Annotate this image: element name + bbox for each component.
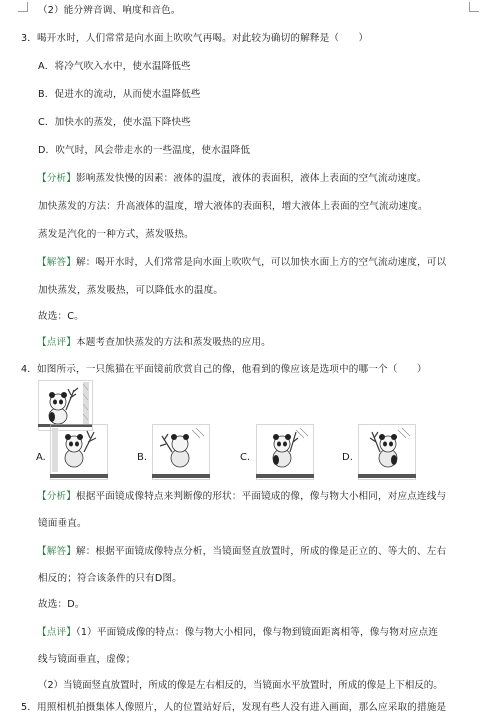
comment-line (37, 336, 271, 349)
choice-a-image (50, 424, 108, 480)
analysis-tag: 【分析】 (37, 173, 76, 184)
solution-line (37, 545, 446, 558)
text-line: 镜面垂直。 (38, 518, 87, 529)
solution-text: 解：喝开水时，人们常常是向水面上吹吹气，可以加快水面上方的空气流动速度，可以 (75, 257, 447, 268)
question-3-stem: 3．喝开水时，人们常常是向水面上吹吹气再喝。对此较为确切的解释是（ ） (21, 33, 369, 44)
choice-b-label: B. (137, 452, 148, 463)
option-3b: B．促进水的流动，从而使水温降低些 (38, 89, 201, 100)
text-line: （2）当镜面竖直放置时，所成的像是左右相反的，当镜面水平放置时，所成的像是上下相反的。 (38, 680, 443, 691)
text-line: 线与镜面垂直，虚像； (38, 654, 136, 665)
choice-a-label: A. (36, 452, 46, 463)
solution-tag: 【解答】 (37, 546, 76, 557)
comment-tag: 【点评】 (37, 337, 76, 348)
option-3a: A．将冷气吹入水中，使水温降低些 (38, 61, 191, 72)
text-line: 相反的；符合该条件的只有D图。 (38, 573, 182, 584)
analysis-text: 根据平面镜成像特点来判断像的形状：平面镜成的像，像与物大小相同，对应点连线与 (75, 491, 447, 502)
solution-tag: 【解答】 (37, 257, 76, 268)
choice-c-label: C. (240, 452, 251, 463)
answer-line: 故选：D。 (38, 599, 85, 610)
solution-line (37, 256, 446, 269)
analysis-tag: 【分析】 (37, 491, 76, 502)
text-line: 加快蒸发的方法：升高液体的温度，增大液体的表面积，增大液体上表面的空气流动速度。 (38, 201, 428, 212)
question-4-stem: 4．如图所示，一只熊猫在平面镜前欣赏自己的像，他看到的像应该是选项中的哪一个（ ） (21, 364, 427, 375)
analysis-line (37, 490, 446, 503)
analysis-line (37, 172, 427, 185)
choice-d-image (358, 424, 416, 480)
option-3d: D．吹气时，风会带走水的一些温度，使水温降低 (38, 145, 251, 156)
comment-line (37, 626, 438, 639)
corner-mark-top-left (18, 2, 28, 12)
question-5-stem: 5．用照相机拍摄集体人像照片，人的位置站好后，发现有些人没有进入画面，那么应采取的措施是 (21, 702, 447, 713)
choice-b-image (152, 424, 210, 480)
corner-mark-top-right (469, 2, 479, 12)
text-line: （2）能分辨音调、响度和音色。 (38, 5, 181, 16)
comment-tag: 【点评】 (37, 627, 76, 638)
choice-c-image (256, 424, 314, 480)
text-line: 蒸发是汽化的一种方式，蒸发吸热。 (38, 229, 194, 240)
comment-text: （1）平面镜成像的特点：像与物大小相同，像与物到镜面距离相等，像与物对应点连 (75, 627, 438, 638)
choice-d-label: D. (342, 452, 353, 463)
solution-text: 解：根据平面镜成像特点分析，当镜面竖直放置时，所成的像是正立的、等大的、左右 (75, 546, 447, 557)
answer-line: 故选：C。 (38, 311, 84, 322)
option-3c: C．加快水的蒸发，使水温下降快些 (38, 117, 192, 128)
comment-text: 本题考查加快蒸发的方法和蒸发吸热的应用。 (75, 337, 271, 348)
analysis-text: 影响蒸发快慢的因素：液体的温度，液体的表面积，液体上表面的空气流动速度。 (75, 173, 427, 184)
text-line: 加快蒸发，蒸发吸热，可以降低水的温度。 (38, 285, 224, 296)
